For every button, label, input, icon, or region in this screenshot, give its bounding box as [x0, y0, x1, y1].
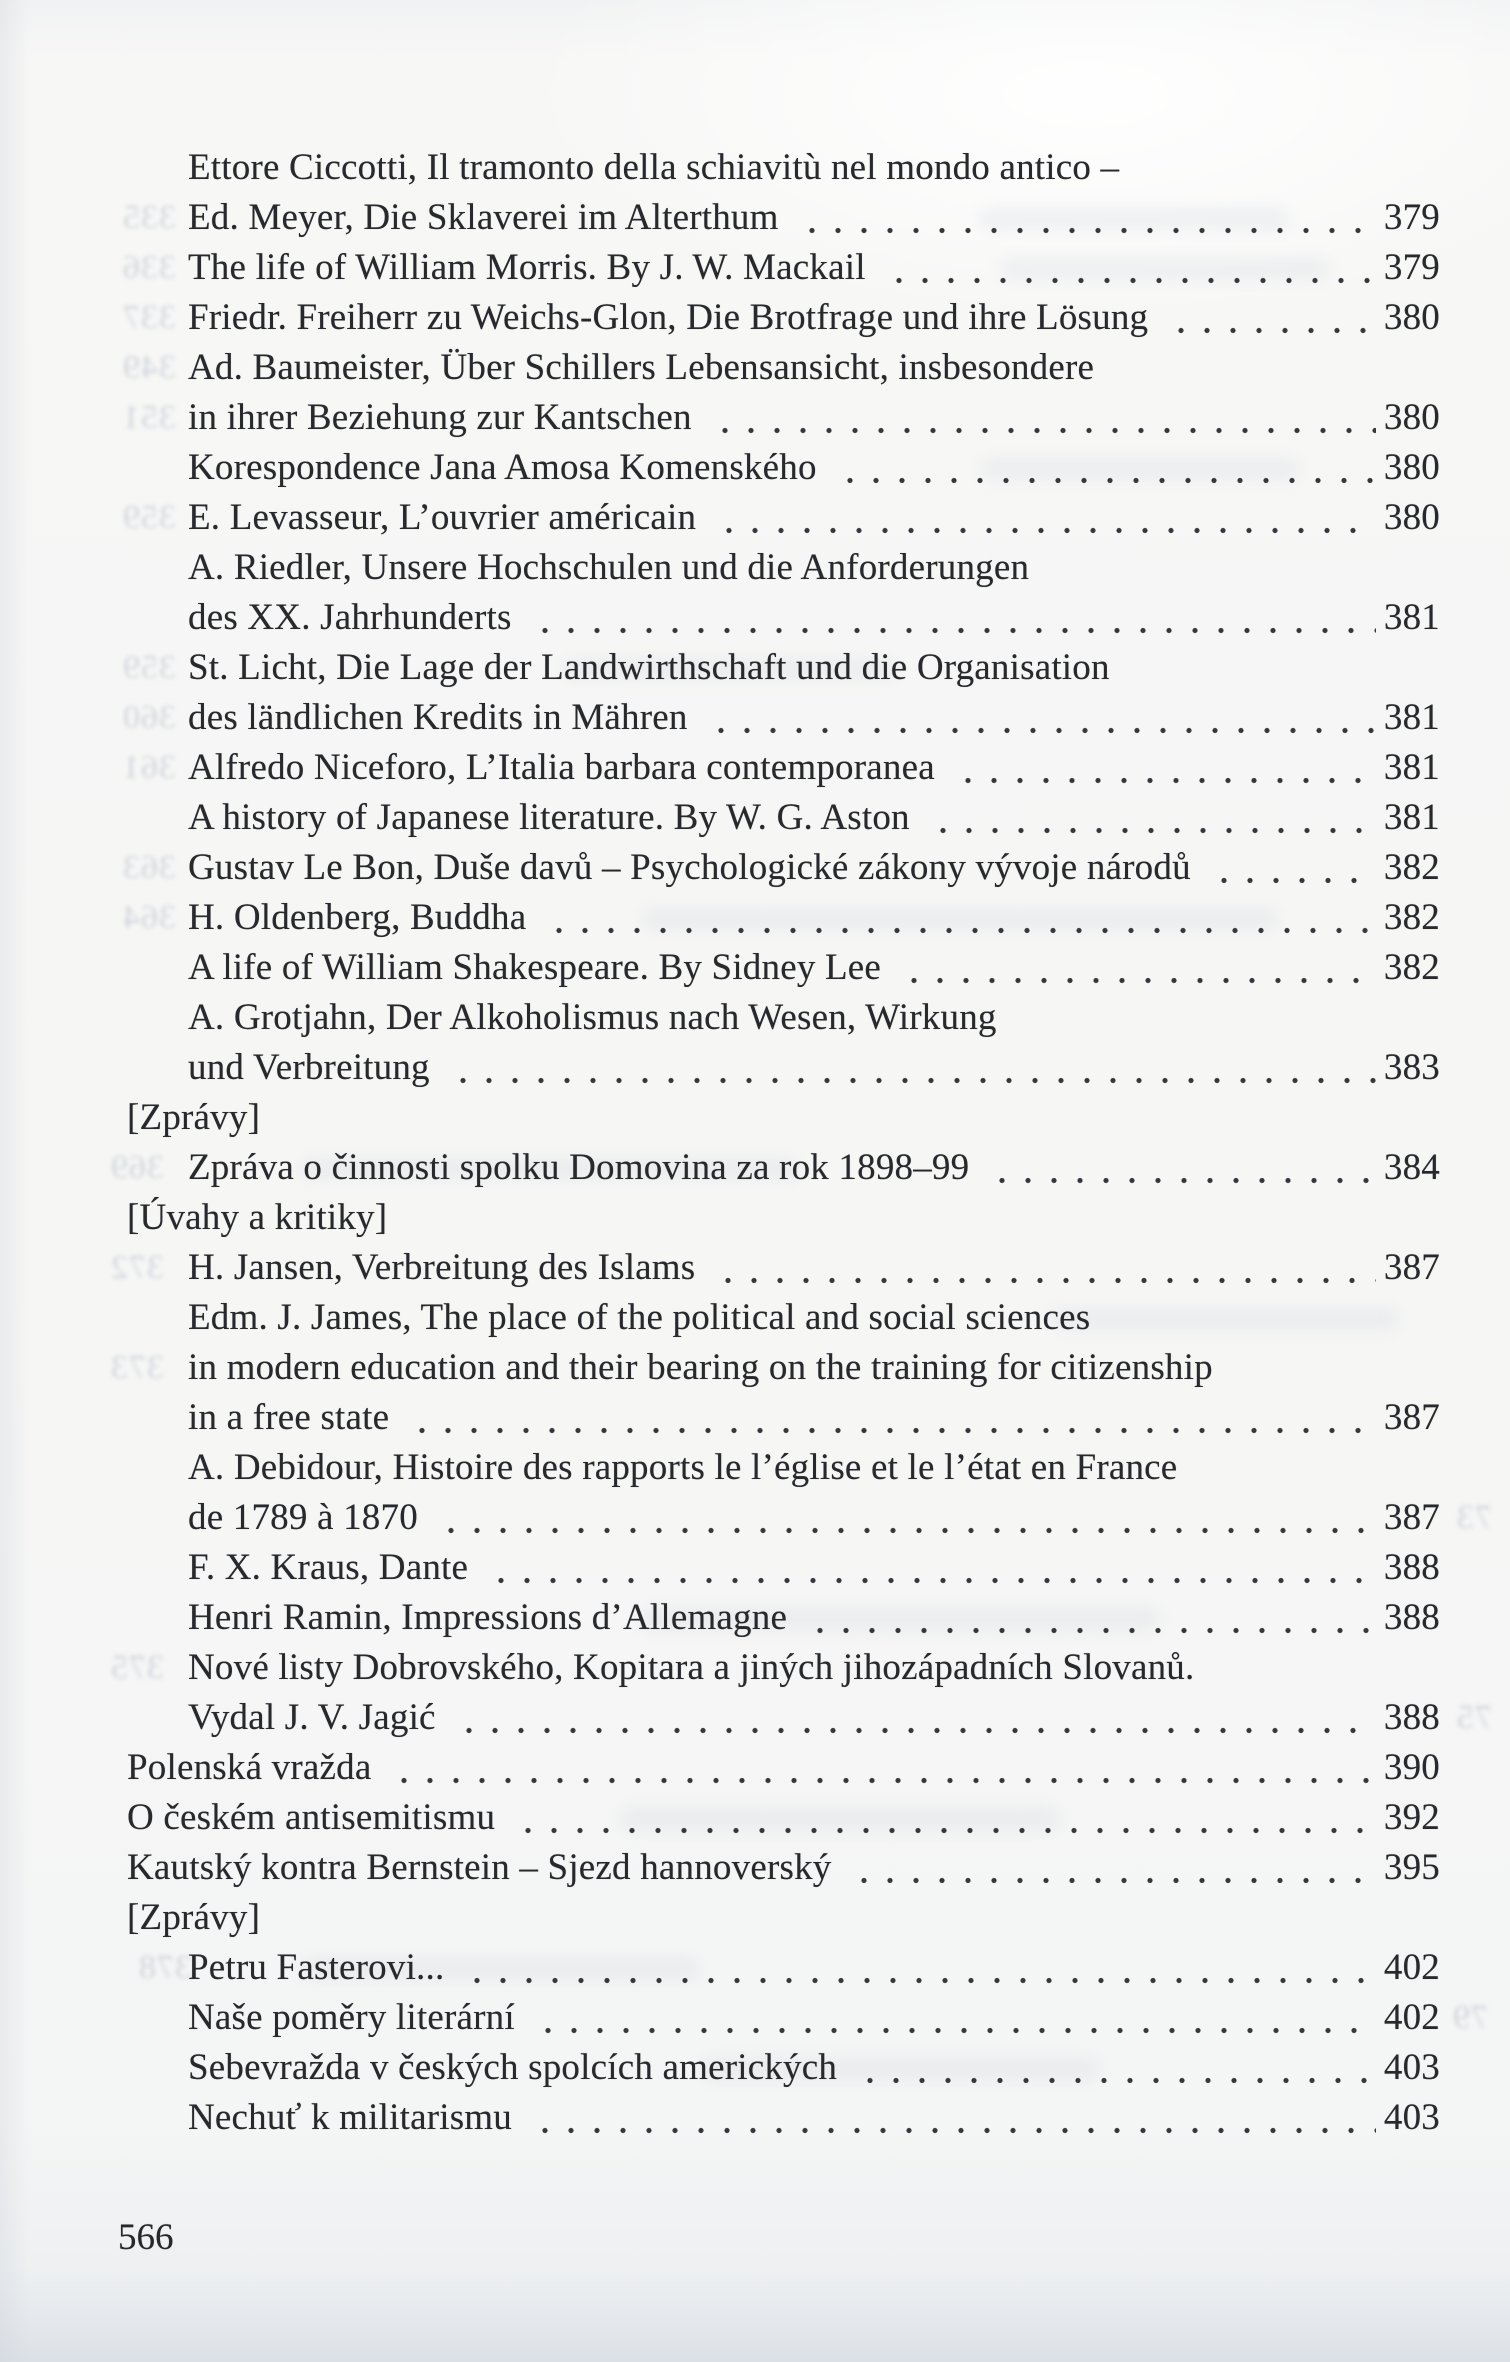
toc-page-number: 395 [1383, 1847, 1440, 1888]
toc-line [127, 1143, 1440, 1193]
toc-entry-text: Kautský kontra Bernstein – Sjezd hannoverský [127, 1847, 832, 1888]
dot-leader [526, 2093, 1376, 2143]
toc-page-number: 383 [1383, 1047, 1440, 1088]
toc-line [127, 493, 1440, 543]
toc-page-number: 390 [1383, 1747, 1440, 1788]
page-number: 566 [118, 2217, 174, 2258]
toc-page-number: 402 [1383, 1947, 1440, 1988]
dot-leader [702, 693, 1376, 743]
dot-leader [880, 243, 1376, 293]
toc-line [127, 693, 1440, 743]
toc-entry-text: Henri Ramin, Impressions d’Allemagne [188, 1597, 788, 1638]
dot-leader [706, 393, 1376, 443]
toc-page-number: 382 [1383, 947, 1440, 988]
toc-entry-text: in ihrer Beziehung zur Kantschen [188, 397, 692, 438]
table-of-contents [127, 143, 1440, 2143]
toc-entry-text: des ländlichen Kredits in Mähren [188, 697, 688, 738]
toc-entry-text: O českém antisemitismu [127, 1797, 496, 1838]
toc-line [127, 343, 1440, 393]
toc-line [127, 743, 1440, 793]
toc-line [127, 593, 1440, 643]
bleedthrough-number: 359 [122, 499, 176, 536]
bleedthrough-number: 337 [122, 299, 176, 336]
toc-line [127, 1543, 1440, 1593]
toc-line [127, 1743, 1440, 1793]
dot-leader [444, 1043, 1376, 1093]
toc-entry-text: des XX. Jahrhunderts [188, 597, 512, 638]
dot-leader [529, 1993, 1376, 2043]
toc-page-number: 380 [1383, 447, 1440, 488]
toc-entry-text: Alfredo Niceforo, L’Italia barbara contemporanea [188, 747, 935, 788]
toc-page-number: 388 [1383, 1697, 1440, 1738]
dot-leader [509, 1793, 1376, 1843]
bleedthrough-number: 364 [122, 899, 176, 936]
toc-entry-text: Ad. Baumeister, Über Schillers Lebensansicht, insbesondere [188, 347, 1095, 388]
toc-line [127, 793, 1440, 843]
toc-page-number: 379 [1383, 247, 1440, 288]
toc-line [127, 993, 1440, 1043]
toc-entry-text: Naše poměry literární [188, 1997, 515, 2038]
toc-page-number: 392 [1383, 1797, 1440, 1838]
toc-page-number: 381 [1383, 697, 1440, 738]
toc-line [127, 243, 1440, 293]
dot-leader [432, 1493, 1376, 1543]
bleedthrough-number: 363 [122, 849, 176, 886]
toc-entry-text: E. Levasseur, L’ouvrier américain [188, 497, 697, 538]
toc-entry-text: A history of Japanese literature. By W. G. Aston [188, 797, 910, 838]
toc-page-number: 382 [1383, 897, 1440, 938]
bleedthrough-number: 73 [1456, 1499, 1492, 1536]
toc-line [127, 2043, 1440, 2093]
toc-line [127, 193, 1440, 243]
bleedthrough-number: 372 [110, 1249, 164, 1286]
toc-line [127, 1693, 1440, 1743]
toc-page-number: 381 [1383, 597, 1440, 638]
toc-entry-text: Petru Fasterovi... [188, 1947, 445, 1988]
toc-line [127, 893, 1440, 943]
toc-entry-text: Friedr. Freiherr zu Weichs-Glon, Die Brotfrage und ihre Lösung [188, 297, 1149, 338]
bleedthrough-number: 375 [110, 1649, 164, 1686]
dot-leader [450, 1693, 1376, 1743]
toc-line [127, 1393, 1440, 1443]
dot-leader [385, 1743, 1375, 1793]
toc-entry-text: de 1789 à 1870 [188, 1497, 418, 1538]
toc-entry-text: Sebevražda v českých spolcích amerických [188, 2047, 838, 2088]
toc-entry-text: Vydal J. V. Jagić [188, 1697, 436, 1738]
dot-leader [895, 943, 1376, 993]
toc-entry-text: A. Grotjahn, Der Alkoholismus nach Wesen, Wirkung [188, 997, 997, 1038]
dot-leader [831, 443, 1376, 493]
toc-entry-text: in a free state [188, 1397, 390, 1438]
toc-page-number: 402 [1383, 1997, 1440, 2038]
bleedthrough-number: 349 [122, 349, 176, 386]
toc-page-number: 379 [1383, 197, 1440, 238]
toc-line [127, 1843, 1440, 1893]
toc-page-number: 387 [1383, 1247, 1440, 1288]
toc-line [127, 1093, 1440, 1143]
toc-entry-text: F. X. Kraus, Dante [188, 1547, 469, 1588]
toc-entry-text: H. Jansen, Verbreitung des Islams [188, 1247, 696, 1288]
toc-page-number: 403 [1383, 2097, 1440, 2138]
dot-leader [949, 743, 1376, 793]
bleedthrough-number: 369 [110, 1149, 164, 1186]
toc-line [127, 443, 1440, 493]
dot-leader [540, 893, 1376, 943]
bleedthrough-number: 361 [122, 749, 176, 786]
dot-leader [403, 1393, 1376, 1443]
toc-entry-text: A. Riedler, Unsere Hochschulen und die Anforderungen [188, 547, 1030, 588]
toc-entry-text: St. Licht, Die Lage der Landwirthschaft und die Organisation [188, 647, 1110, 688]
toc-line [127, 1243, 1440, 1293]
toc-line [127, 1043, 1440, 1093]
toc-page-number: 380 [1383, 397, 1440, 438]
bleedthrough-number: 360 [122, 699, 176, 736]
toc-line [127, 543, 1440, 593]
toc-page-number: 381 [1383, 797, 1440, 838]
toc-entry-text: Ed. Meyer, Die Sklaverei im Alterthum [188, 197, 779, 238]
toc-entry-text: Polenská vražda [127, 1747, 372, 1788]
dot-leader [709, 1243, 1376, 1293]
toc-page-number: 380 [1383, 297, 1440, 338]
toc-entry-text: [Zprávy] [127, 1897, 261, 1938]
bleedthrough-number: 335 [122, 199, 176, 236]
toc-page-number: 382 [1383, 847, 1440, 888]
dot-leader [1162, 293, 1376, 343]
toc-line [127, 843, 1440, 893]
dot-leader [793, 193, 1376, 243]
toc-entry-text: Korespondence Jana Amosa Komenského [188, 447, 817, 488]
toc-entry-text: H. Oldenberg, Buddha [188, 897, 527, 938]
dot-leader [458, 1943, 1375, 1993]
dot-leader [924, 793, 1376, 843]
toc-line [127, 1893, 1440, 1943]
toc-entry-text: A. Debidour, Histoire des rapports le l’église et le l’état en France [188, 1447, 1178, 1488]
toc-entry-text: [Úvahy a kritiky] [127, 1197, 388, 1238]
dot-leader [526, 593, 1376, 643]
bleedthrough-number: 336 [122, 249, 176, 286]
dot-leader [482, 1543, 1376, 1593]
toc-line [127, 143, 1440, 193]
toc-entry-text: und Verbreitung [188, 1047, 430, 1088]
bleedthrough-number: 351 [122, 399, 176, 436]
dot-leader [851, 2043, 1376, 2093]
bleedthrough-number: 79 [1452, 1999, 1488, 2036]
toc-line [127, 1443, 1440, 1493]
toc-line [127, 943, 1440, 993]
toc-page-number: 387 [1383, 1497, 1440, 1538]
toc-line [127, 1493, 1440, 1543]
toc-entry-text: [Zprávy] [127, 1097, 261, 1138]
dot-leader [983, 1143, 1376, 1193]
toc-page-number: 380 [1383, 497, 1440, 538]
toc-line [127, 393, 1440, 443]
toc-line [127, 2093, 1440, 2143]
toc-line [127, 643, 1440, 693]
toc-page-number: 387 [1383, 1397, 1440, 1438]
toc-entry-text: Edm. J. James, The place of the political and social sciences [188, 1297, 1091, 1338]
toc-line [127, 1193, 1440, 1243]
toc-entry-text: Nové listy Dobrovského, Kopitara a jiných jihozápadních Slovanů. [188, 1647, 1195, 1688]
bleedthrough-number: 359 [122, 649, 176, 686]
toc-entry-text: The life of William Morris. By J. W. Mackail [188, 247, 866, 288]
toc-line [127, 1293, 1440, 1343]
toc-line [127, 1793, 1440, 1843]
toc-line [127, 1593, 1440, 1643]
bleedthrough-number: 75 [1456, 1699, 1492, 1736]
toc-page-number: 388 [1383, 1547, 1440, 1588]
bleedthrough-number: 378 [138, 1949, 192, 1986]
toc-entry-text: A life of William Shakespeare. By Sidney Lee [188, 947, 882, 988]
toc-entry-text: Gustav Le Bon, Duše davů – Psychologické zákony vývoje národů [188, 847, 1191, 888]
dot-leader [1205, 843, 1376, 893]
toc-entry-text: Zpráva o činnosti spolku Domovina za rok 1898–99 [188, 1147, 970, 1188]
toc-page-number: 384 [1383, 1147, 1440, 1188]
toc-line [127, 1993, 1440, 2043]
toc-page-number: 381 [1383, 747, 1440, 788]
dot-leader [710, 493, 1376, 543]
toc-line [127, 1643, 1440, 1693]
toc-entry-text: Ettore Ciccotti, Il tramonto della schiavitù nel mondo antico – [188, 147, 1120, 188]
bleedthrough-number: 373 [110, 1349, 164, 1386]
toc-entry-text: Nechuť k militarismu [188, 2097, 512, 2138]
toc-page-number: 388 [1383, 1597, 1440, 1638]
toc-line [127, 1343, 1440, 1393]
toc-page-number: 403 [1383, 2047, 1440, 2088]
toc-entry-text: in modern education and their bearing on the training for citizenship [188, 1347, 1213, 1388]
dot-leader [845, 1843, 1375, 1893]
toc-line [127, 293, 1440, 343]
dot-leader [801, 1593, 1376, 1643]
toc-line [127, 1943, 1440, 1993]
